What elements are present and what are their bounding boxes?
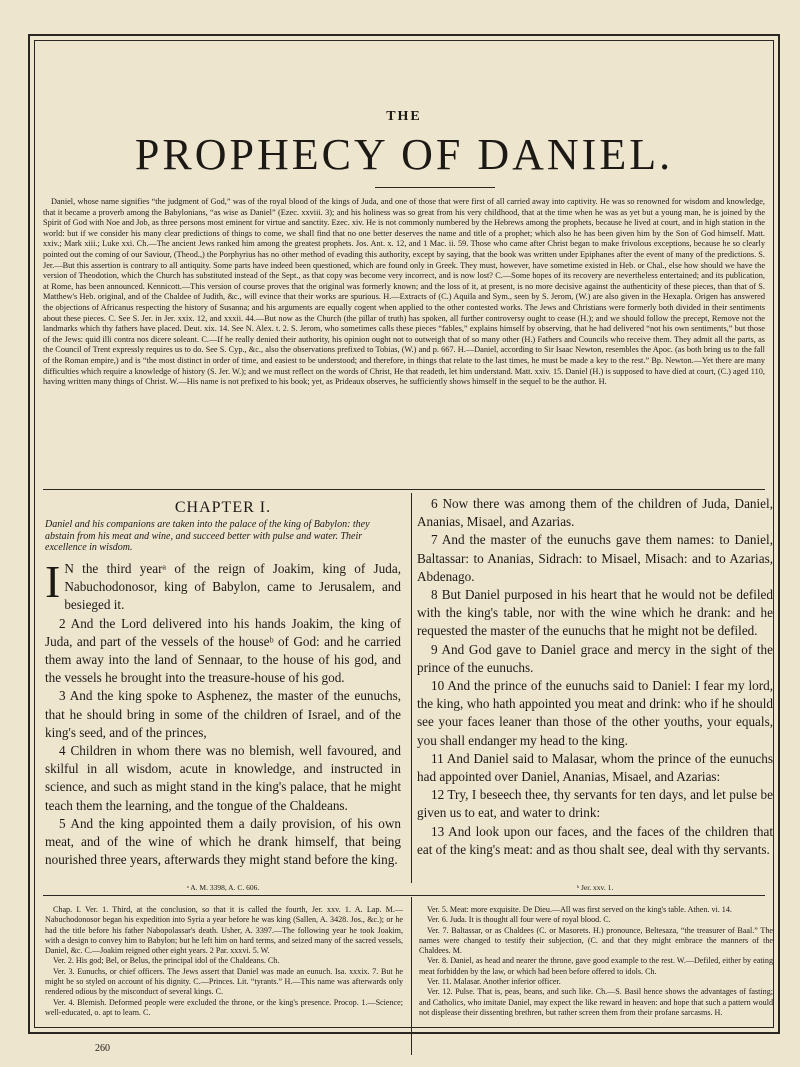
- introduction-text: Daniel, whose name signifies “the judgment of God,” was of the royal blood of the kings of Juda, and one of those that were first of all carried away into captivity. He was so renowned for wisdom and knowledge, that it became a proverb among the Babylonians, “as wise as Daniel” (Ezec. xxviii. 3); and his holiness was so great from his very childhood, that at the time when he was as yet but a young man, he is joined by the Spirit of God with Noe and Job, as three persons most eminent for virtue and sanctity. Ezec. xiv. He is not commonly numbered by the Hebrews among the prophets, because he lived at court, and in high station in the world: but if we consider his many clear predictions of things to come, we shall find that no one better deserves the name and title of a prophet; which also he has been given him by the Son of God himself. Matt. xxiv.; Mark xiii.; Luke xxi. Ch.—The ancient Jews ranked him among the greatest prophets. Jos. Ant. x. 12, and 1 Mac. ii. 59. Those who came after Christ began to make frivolous exceptions, because he so clearly pointed out the coming of our Saviour, (Theod.,) the Porphyrius has no other method of evading this authority, except by saying, that the book was written under Epiphanes after the event of many of the predictions. S. Jer.—But this assertion is contrary to all antiquity. Some parts have indeed been questioned, which are found only in Greek. They must, however, have sometime existed in Heb. or Chal., else how should we have the version of Theodotion, which the Church has substituted instead of the Sept., as that copy was become very incorrect, and is now lost? C.—Some hopes of its recovery are nevertheless entertained; and its publication, at Rome, has been announced. Kennicott.—This version of course proves that the original was formerly known; and the loss of it, at present, is no more decisive against the authenticity of these pieces, than that of S. Matthew's Heb. original, and of the Chaldee of Judith, &c., will evince that their works are spurious. H.—Extracts of (C.) Aquila and Sym., seen by S. Jerom, (W.) are also given in the Hexapla. Origen has answered the objections of Africanus respecting the history of Susanna; and his arguments are equally cogent when applied to the other contested works. The Jews and Christians were formerly both divided in their sentiments about these pieces. C. See S. Jer. in Jer. xxix. 12, and xxxii. 44.—But now as the Church (the pillar of truth) has spoken, all further controversy ought to cease (H.); and we should follow the precept, Remove not the landmarks which thy fathers have placed. Deut. xix. 14. See N. Alex. t. 2. S. Jerom, who sometimes calls these pieces “fables,” explains himself by observing, that he had delivered “not his own sentiments,” but those of the Jews: quid illi contra nos dicere soleant. C.—If he really denied their authority, his opinion ought not to outweigh that of so many other (H.) Fathers and Councils who receive them. They admit all the parts, as the Council of Trent expressly requires us to do. See S. Cyp., &c., also the observations prefixed to Tobias, (W.) and p. 667. H.—Daniel, according to Sir Isaac Newton, resembles the Apoc. (as both bring us to the fall of the Roman empire,) and is “the most distinct in order of time, and easiest to be understood; and therefore, in things that relate to the last times, he must be made a key to the rest.” Bp. Newton.—Yet there are many difficulties which require a knowledge of history (S. Jer. W.); and we must reflect on the words of Christ, He that readeth, let him understand. Matt. xxiv. 15. Daniel (H.) is supposed to have died at court, (C.) aged 110, having written many things of Christ. W.—His name is not prefixed to his book; yet, as Prideaux observes, he sufficiently shows himself in the sequel to be the author. H.: [43, 197, 765, 387]
- commentary-left: [45, 905, 403, 1018]
- verse-12: 12 Try, I beseech thee, thy servants for ten days, and let pulse be given us to eat, and water to drink:: [417, 787, 773, 821]
- verse-2: 2 And the Lord delivered into his hands Joakim, the king of Juda, and part of the vessels of the houseᵇ of God: and he carried them away into the land of Sennaar, to the house of his god, and the vessels he brought into the treasure-house of his god.: [45, 615, 401, 686]
- page-frame-inner: [34, 40, 774, 1054]
- verse-13: 13 And look upon our faces, and the faces of the children that eat of the king's meat: and as thou shalt see, deal with thy servants.: [417, 823, 773, 857]
- verse-3: 3 And the king spoke to Asphenez, the master of the eunuchs, that he should bring in some of the children of Israel, and of the king's seed, and of the princes,: [45, 688, 401, 740]
- note-verse-3: Ver. 3. Eunuchs, or chief officers. The Jews assert that Daniel was made an eunuch. Isa. xxxix. 7. But he might be so styled on account of his dignity. C.—Princes. Lit. “tyrants.” H.—This name was afterwards only rendered odious by the misconduct of several kings. C.: [45, 966, 403, 997]
- verse-7: 7 And the master of the eunuchs gave them names: to Daniel, Baltassar: to Ananias, Sidrach: to Misael, Misach: and to Azarias, Abdenago.: [417, 532, 773, 584]
- verse-5: 5 And the king appointed them a daily provision, of his own meat, and of the wine of which he drank himself, that being nourished three years, afterwards they might stand before the king.: [45, 815, 401, 868]
- intro-divider: [43, 489, 765, 490]
- page-frame: [28, 34, 780, 1054]
- page-number: 260: [95, 1043, 110, 1054]
- notes-column-divider: [411, 897, 412, 1055]
- note-verse-4: Ver. 4. Blemish. Deformed people were excluded the throne, or the king's presence. Procop. 1.—Science; well-educated, o. apt to learn. C.: [45, 997, 403, 1017]
- title-rule: [375, 187, 495, 188]
- footnote-b: ᵇ Jer. xxv. 1.: [576, 883, 614, 892]
- column-divider: [411, 493, 412, 883]
- verse-6: 6 Now there was among them of the children of Juda, Daniel, Ananias, Misael, and Azarias.: [417, 496, 773, 530]
- commentary-right: [419, 905, 773, 1018]
- verse-1-text: N the third yearᵃ of the reign of Joakim, king of Juda, Nabuchodonosor, king of Babylon, came to Jerusalem, and besieged it.: [64, 560, 401, 613]
- page-title: PROPHECY OF DANIEL.: [134, 130, 674, 179]
- verse-1: [45, 555, 401, 615]
- verse-10: 10 And the prince of the eunuchs said to Daniel: I fear my lord, the king, who hath appointed you meat and drink: who if he should see your faces leaner than those of the other youths, your equals, you shall endanger my head to the king.: [417, 678, 773, 748]
- verse-4: 4 Children in whom there was no blemish, well favoured, and skilful in all wisdom, acute in knowledge, and instructed in science, and such as might stand in the king's palace, that he might teach them the learning, and the tongue of the Chaldeans.: [45, 743, 401, 813]
- footnote-divider: [43, 895, 765, 896]
- drop-cap: I: [45, 555, 61, 607]
- note-verse-2: Ver. 2. His god; Bel, or Belus, the principal idol of the Chaldeans. Ch.: [53, 956, 280, 966]
- footnote-a: ᵃ A. M. 3398, A. C. 606.: [186, 883, 260, 892]
- chapter-heading: CHAPTER I.: [174, 499, 272, 516]
- note-verse-11: Ver. 11. Malasar. Another inferior officer.: [427, 977, 561, 987]
- title-article: THE: [386, 109, 422, 124]
- chapter-summary: Daniel and his companions are taken into the palace of the king of Babylon: they abstain from his meat and wine, and succeed better with pulse and water. Their excellence in wisdom.: [45, 519, 370, 554]
- verse-8: 8 But Daniel purposed in his heart that he would not be defiled with the king's table, nor with the wine which he drank: and he requested the master of the eunuchs that he might not be defiled.: [417, 587, 773, 639]
- verse-11: 11 And Daniel said to Malasar, whom the prince of the eunuchs had appointed over Daniel, Ananias, Misael, and Azarias:: [417, 750, 773, 785]
- note-verse-5: Ver. 5. Meat: more exquisite. De Dieu.—All was first served on the king's table. Athen. vi. 14.: [427, 905, 732, 914]
- note-verse-8: Ver. 8. Daniel, as head and nearer the throne, gave good example to the rest. W.—Defiled, either by eating meat forbidden by the law, or which had been before offered to idols. Ch.: [419, 956, 773, 976]
- note-verse-1: Chap. I. Ver. 1. Third, at the conclusion, so that it is called the fourth, Jer. xxv. 1. A. Lap. M.—Nabuchodonosor began his expedition into Syria a year before he was king (Sallen, A. 3428. Jos., &c.); or he had the title before his father Nabopolassar's death. Usher, A. 3397.—The following year he took Joakim, with a design to convey him to Babylon; but he left him on hard terms, and seized many of the sacred vessels, Daniel, &c. C.—Joakim reigned other eight years. 2 Par. xxxvi. 5. W.: [45, 905, 403, 956]
- note-verse-12: Ver. 12. Pulse. That is, peas, beans, and such like. Ch.—S. Basil hence shows the advantages of fasting; and Catholics, who imitate Daniel, may expect the like reward in heaven: and hope that such a pattern would not displease their dissenting brethren, but rather screen them from their profane sarcasms. H.: [419, 987, 773, 1017]
- verse-9: 9 And God gave to Daniel grace and mercy in the sight of the prince of the eunuchs.: [417, 641, 773, 675]
- note-verse-6: Ver. 6. Juda. It is thought all four were of royal blood. C.: [427, 915, 611, 925]
- left-column: [45, 495, 401, 869]
- note-verse-7: Ver. 7. Baltassar, or as Chaldees (C. or Masorets. H.) pronounce, Beltesaza, “the treasurer of Baal.” The names were changed to testify their subjection, (C. and that they might embrace the manners of the Chaldees. M.: [419, 925, 773, 956]
- right-column: [417, 495, 773, 859]
